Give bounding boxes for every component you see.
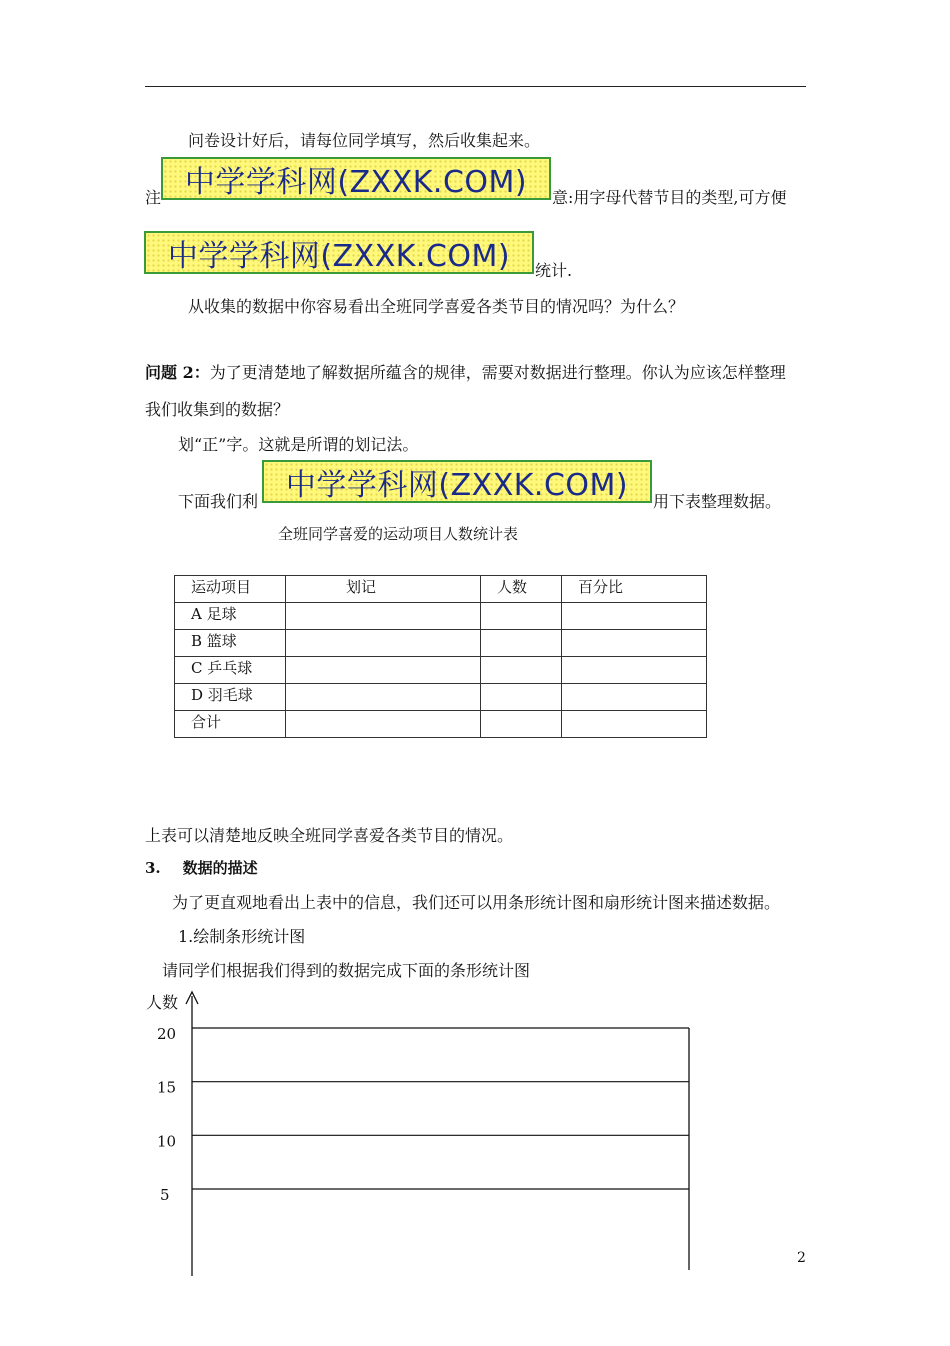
chart-tick-label: 5	[160, 1186, 170, 1204]
watermark-logo-text: 中学学科网(ZXXK.COM)	[285, 467, 629, 503]
watermark-logo-1	[161, 157, 551, 200]
paragraph-describe: 为了更直观地看出上表中的信息，我们还可以用条形统计图和扇形统计图来描述数据。	[172, 893, 781, 912]
table-cell-tally[interactable]	[286, 657, 481, 684]
table-row	[175, 711, 707, 738]
subheading-bar-chart: 1.绘制条形统计图	[178, 927, 306, 946]
table-header-cell: 百分比	[562, 576, 707, 603]
watermark-logo-text: 中学学科网(ZXXK.COM)	[184, 164, 528, 200]
table-row	[175, 657, 707, 684]
table-cell-tally[interactable]	[286, 711, 481, 738]
table-row	[175, 630, 707, 657]
text-statistics: 统计.	[535, 261, 573, 280]
table-cell-tally[interactable]	[286, 630, 481, 657]
question-2-text-cont: 我们收集到的数据？	[145, 400, 290, 419]
table-header-cell: 划记	[286, 576, 481, 603]
table-cell-label: 合计	[175, 711, 286, 738]
table-cell-count[interactable]	[481, 603, 562, 630]
table-cell-percent[interactable]	[562, 684, 707, 711]
section-3-title: 数据的描述	[182, 859, 258, 877]
table-title: 全班同学喜爱的运动项目人数统计表	[278, 525, 519, 543]
section-3-number: 3.	[145, 859, 161, 877]
table-cell-tally[interactable]	[286, 684, 481, 711]
table-cell-label: A 足球	[175, 603, 286, 630]
chart-tick-label: 15	[157, 1078, 177, 1097]
table-header-cell: 运动项目	[175, 576, 286, 603]
chart-tick-label: 20	[157, 1025, 177, 1043]
text-use-start: 下面我们利	[178, 492, 259, 511]
table-cell-percent[interactable]	[562, 603, 707, 630]
chart-tick-labels	[157, 1025, 176, 1204]
watermark-logo-3	[262, 460, 652, 503]
table-cell-label: C 乒乓球	[175, 657, 286, 684]
table-cell-count[interactable]	[481, 657, 562, 684]
page-number: 2	[797, 1250, 806, 1266]
text-use-end: 用下表整理数据。	[653, 492, 782, 511]
table-cell-label: B 篮球	[175, 630, 286, 657]
paragraph-tally: 划“正”字。这就是所谓的划记法。	[178, 435, 419, 454]
question-2-label: 问题 2：	[145, 363, 210, 382]
table-header-row	[175, 576, 707, 603]
table-cell-percent[interactable]	[562, 711, 707, 738]
table-cell-percent[interactable]	[562, 657, 707, 684]
question-2-line	[145, 360, 786, 383]
table-cell-count[interactable]	[481, 684, 562, 711]
table-cell-tally[interactable]	[286, 603, 481, 630]
paragraph-complete-chart: 请同学们根据我们得到的数据完成下面的条形统计图	[162, 961, 531, 980]
text-note-end: 意:用字母代替节目的类型,可方便	[552, 188, 787, 207]
section-3-heading	[145, 857, 258, 878]
chart-tick-label: 10	[157, 1132, 177, 1151]
table-row	[175, 684, 707, 711]
table-cell-count[interactable]	[481, 711, 562, 738]
table-cell-percent[interactable]	[562, 630, 707, 657]
header-rule	[145, 86, 806, 87]
watermark-logo-text: 中学学科网(ZXXK.COM)	[167, 238, 511, 274]
question-2-text: 为了更清楚地了解数据所蕴含的规律，需要对数据进行整理。你认为应该怎样整理	[209, 363, 786, 382]
table-cell-count[interactable]	[481, 630, 562, 657]
paragraph-question: 从收集的数据中你容易看出全班同学喜爱各类节目的情况吗？为什么？	[188, 297, 685, 316]
table-header-cell: 人数	[481, 576, 562, 603]
paragraph-collect: 问卷设计好后，请每位同学填写，然后收集起来。	[188, 131, 541, 150]
watermark-logo-2	[144, 231, 534, 274]
sports-stat-table	[174, 575, 707, 738]
paragraph-table-summary: 上表可以清楚地反映全班同学喜爱各类节目的情况。	[145, 826, 514, 845]
bar-chart-template	[140, 988, 700, 1283]
table-cell-label: D 羽毛球	[175, 684, 286, 711]
chart-y-label: 人数	[146, 993, 179, 1012]
table-row	[175, 603, 707, 630]
chart-gridlines	[192, 1028, 689, 1189]
text-note-start: 注	[145, 188, 162, 207]
